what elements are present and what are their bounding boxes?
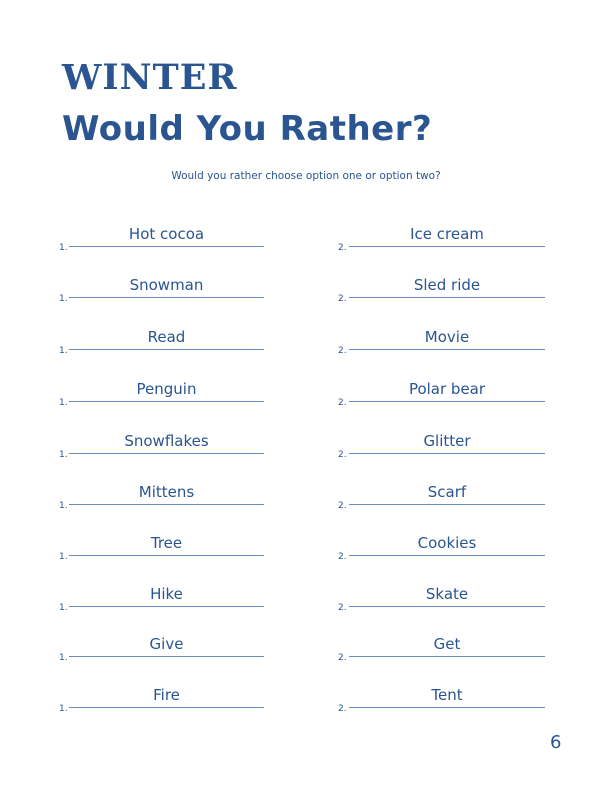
option-one-answer: Fire [69, 686, 264, 708]
option-two-answer: Ice cream [349, 225, 545, 247]
page-number: 6 [550, 732, 562, 753]
option-two-number: 2. [338, 552, 347, 562]
option-one-answer: Hot cocoa [69, 225, 264, 247]
option-two-answer: Sled ride [349, 276, 545, 298]
option-one-number: 1. [59, 243, 68, 253]
option-two-answer: Cookies [349, 534, 545, 556]
option-one-answer: Hike [69, 585, 264, 607]
title-winter: WINTER [62, 57, 238, 98]
option-one-number: 1. [59, 346, 68, 356]
option-row [0, 635, 612, 665]
option-two-number: 2. [338, 501, 347, 511]
option-one-answer: Mittens [69, 483, 264, 505]
instructions-text: Would you rather choose option one or option two? [171, 170, 441, 182]
option-row [0, 686, 612, 716]
option-one-answer: Penguin [69, 380, 264, 402]
option-one-answer: Snowflakes [69, 432, 264, 454]
option-one-answer: Give [69, 635, 264, 657]
option-row [0, 380, 612, 410]
option-one-answer: Read [69, 328, 264, 350]
option-one-answer: Tree [69, 534, 264, 556]
option-row [0, 534, 612, 564]
option-two-number: 2. [338, 243, 347, 253]
option-two-number: 2. [338, 294, 347, 304]
option-one-number: 1. [59, 398, 68, 408]
option-one-number: 1. [59, 450, 68, 460]
option-one-number: 1. [59, 294, 68, 304]
option-two-number: 2. [338, 704, 347, 714]
option-two-answer: Movie [349, 328, 545, 350]
option-two-answer: Scarf [349, 483, 545, 505]
option-row [0, 328, 612, 358]
option-row [0, 432, 612, 462]
option-row [0, 225, 612, 255]
option-two-number: 2. [338, 398, 347, 408]
option-one-number: 1. [59, 704, 68, 714]
option-two-answer: Glitter [349, 432, 545, 454]
option-one-number: 1. [59, 501, 68, 511]
option-two-answer: Tent [349, 686, 545, 708]
option-two-number: 2. [338, 603, 347, 613]
option-two-number: 2. [338, 346, 347, 356]
option-one-number: 1. [59, 603, 68, 613]
option-two-number: 2. [338, 653, 347, 663]
option-row [0, 483, 612, 513]
option-one-number: 1. [59, 653, 68, 663]
option-two-answer: Get [349, 635, 545, 657]
option-one-number: 1. [59, 552, 68, 562]
option-row [0, 585, 612, 615]
option-two-number: 2. [338, 450, 347, 460]
option-two-answer: Skate [349, 585, 545, 607]
page-title: Would You Rather? [62, 109, 433, 149]
option-two-answer: Polar bear [349, 380, 545, 402]
option-row [0, 276, 612, 306]
option-one-answer: Snowman [69, 276, 264, 298]
